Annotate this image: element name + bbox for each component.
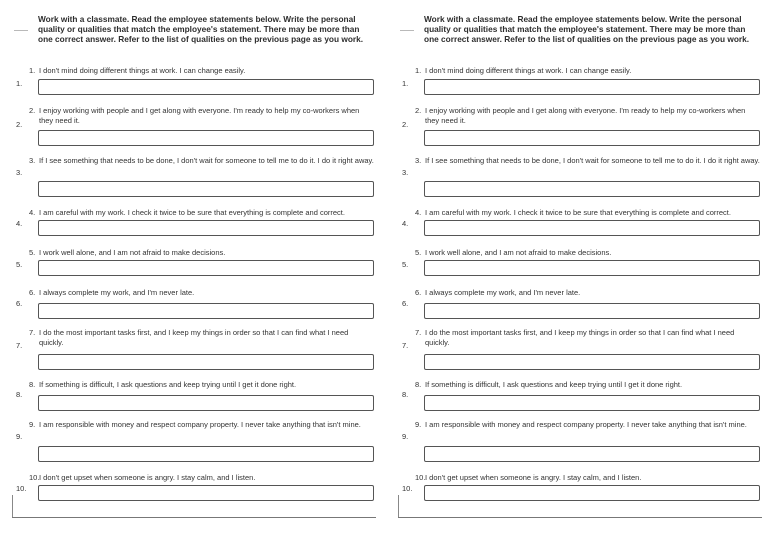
- page-bottom-line: [12, 517, 376, 518]
- answer-number: 3.: [402, 168, 409, 177]
- answer-number: 6.: [16, 299, 23, 308]
- decorative-rule: [14, 30, 28, 31]
- answer-number: 3.: [16, 168, 23, 177]
- worksheet-copy-right: [392, 0, 764, 543]
- answer-number: 2.: [16, 120, 23, 129]
- question-number: 4.: [415, 208, 422, 217]
- answer-box[interactable]: [424, 79, 760, 95]
- question-text: I am responsible with money and respect company property. I never take anything that isn't mine.: [425, 420, 747, 429]
- answer-box[interactable]: [38, 485, 374, 501]
- question-text: I do the most important tasks first, and I keep my things in order so that I can find what I need quickly.: [425, 328, 735, 347]
- question-text: I work well alone, and I am not afraid to make decisions.: [425, 248, 612, 257]
- question-number: 5.: [415, 248, 422, 257]
- question-text: I don't mind doing different things at work. I can change easily.: [39, 66, 246, 75]
- answer-box[interactable]: [38, 79, 374, 95]
- question-number: 2.: [415, 106, 422, 115]
- answer-box[interactable]: [38, 446, 374, 462]
- question-text: I don't get upset when someone is angry. I stay calm, and I listen.: [39, 473, 256, 482]
- decorative-rule: [400, 30, 414, 31]
- question-text: I don't get upset when someone is angry. I stay calm, and I listen.: [425, 473, 642, 482]
- question-number: 8.: [415, 380, 422, 389]
- answer-number: 4.: [16, 219, 23, 228]
- answer-box[interactable]: [424, 395, 760, 411]
- answer-number: 4.: [402, 219, 409, 228]
- question-number: 10.: [29, 473, 40, 482]
- question-number: 1.: [415, 66, 422, 75]
- question-text: I always complete my work, and I'm never late.: [39, 288, 195, 297]
- question-text: If something is difficult, I ask questions and keep trying until I get it done right.: [425, 380, 683, 389]
- answer-box[interactable]: [38, 220, 374, 236]
- page-bottom-line: [398, 517, 762, 518]
- question-text: I always complete my work, and I'm never late.: [425, 288, 581, 297]
- question-number: 10.: [415, 473, 426, 482]
- answer-number: 5.: [402, 260, 409, 269]
- answer-number: 2.: [402, 120, 409, 129]
- question-number: 7.: [415, 328, 422, 337]
- question-text: I work well alone, and I am not afraid to make decisions.: [39, 248, 226, 257]
- answer-number: 1.: [402, 79, 409, 88]
- question-text: I don't mind doing different things at work. I can change easily.: [425, 66, 632, 75]
- page-edge-line: [12, 495, 13, 517]
- question-number: 6.: [415, 288, 422, 297]
- question-text: I am careful with my work. I check it twice to be sure that everything is complete and correct.: [425, 208, 731, 217]
- answer-box[interactable]: [38, 395, 374, 411]
- question-text: I enjoy working with people and I get along with everyone. I'm ready to help my co-workers when they need it.: [425, 106, 746, 125]
- question-text: If something is difficult, I ask questions and keep trying until I get it done right.: [39, 380, 297, 389]
- instructions-text: Work with a classmate. Read the employee statements below. Write the personal quality or qualities that match the employee's statement. There may be more than one correct answer. Refer to the list of qualities on the previous page as you work.: [38, 14, 364, 45]
- question-text: I am careful with my work. I check it twice to be sure that everything is complete and correct.: [39, 208, 345, 217]
- answer-number: 9.: [402, 432, 409, 441]
- instructions-text: Work with a classmate. Read the employee statements below. Write the personal quality or qualities that match the employee's statement. There may be more than one correct answer. Refer to the list of qualities on the previous page as you work.: [424, 14, 750, 45]
- question-text: I am responsible with money and respect company property. I never take anything that isn't mine.: [39, 420, 361, 429]
- answer-box[interactable]: [38, 260, 374, 276]
- question-number: 3.: [415, 156, 422, 165]
- question-number: 1.: [29, 66, 36, 75]
- question-number: 3.: [29, 156, 36, 165]
- answer-number: 9.: [16, 432, 23, 441]
- answer-box[interactable]: [38, 130, 374, 146]
- answer-box[interactable]: [38, 181, 374, 197]
- worksheet-copy-left: [6, 0, 378, 543]
- answer-box[interactable]: [424, 354, 760, 370]
- answer-box[interactable]: [424, 181, 760, 197]
- answer-number: 7.: [16, 341, 23, 350]
- question-number: 8.: [29, 380, 36, 389]
- answer-number: 8.: [16, 390, 23, 399]
- question-number: 9.: [415, 420, 422, 429]
- question-text: If I see something that needs to be done, I don't wait for someone to tell me to do it. I do it right away.: [39, 156, 374, 165]
- answer-number: 7.: [402, 341, 409, 350]
- question-text: I do the most important tasks first, and I keep my things in order so that I can find what I need quickly.: [39, 328, 349, 347]
- answer-box[interactable]: [424, 260, 760, 276]
- page-edge-line: [398, 495, 399, 517]
- answer-box[interactable]: [424, 446, 760, 462]
- answer-box[interactable]: [424, 303, 760, 319]
- answer-box[interactable]: [38, 303, 374, 319]
- answer-box[interactable]: [424, 485, 760, 501]
- answer-number: 6.: [402, 299, 409, 308]
- answer-box[interactable]: [38, 354, 374, 370]
- answer-box[interactable]: [424, 130, 760, 146]
- answer-number: 1.: [16, 79, 23, 88]
- question-number: 9.: [29, 420, 36, 429]
- question-text: If I see something that needs to be done, I don't wait for someone to tell me to do it. I do it right away.: [425, 156, 760, 165]
- answer-number: 8.: [402, 390, 409, 399]
- question-number: 6.: [29, 288, 36, 297]
- question-number: 5.: [29, 248, 36, 257]
- question-number: 7.: [29, 328, 36, 337]
- answer-box[interactable]: [424, 220, 760, 236]
- question-number: 4.: [29, 208, 36, 217]
- answer-number: 10.: [16, 484, 27, 493]
- question-number: 2.: [29, 106, 36, 115]
- question-text: I enjoy working with people and I get along with everyone. I'm ready to help my co-workers when they need it.: [39, 106, 360, 125]
- answer-number: 10.: [402, 484, 413, 493]
- answer-number: 5.: [16, 260, 23, 269]
